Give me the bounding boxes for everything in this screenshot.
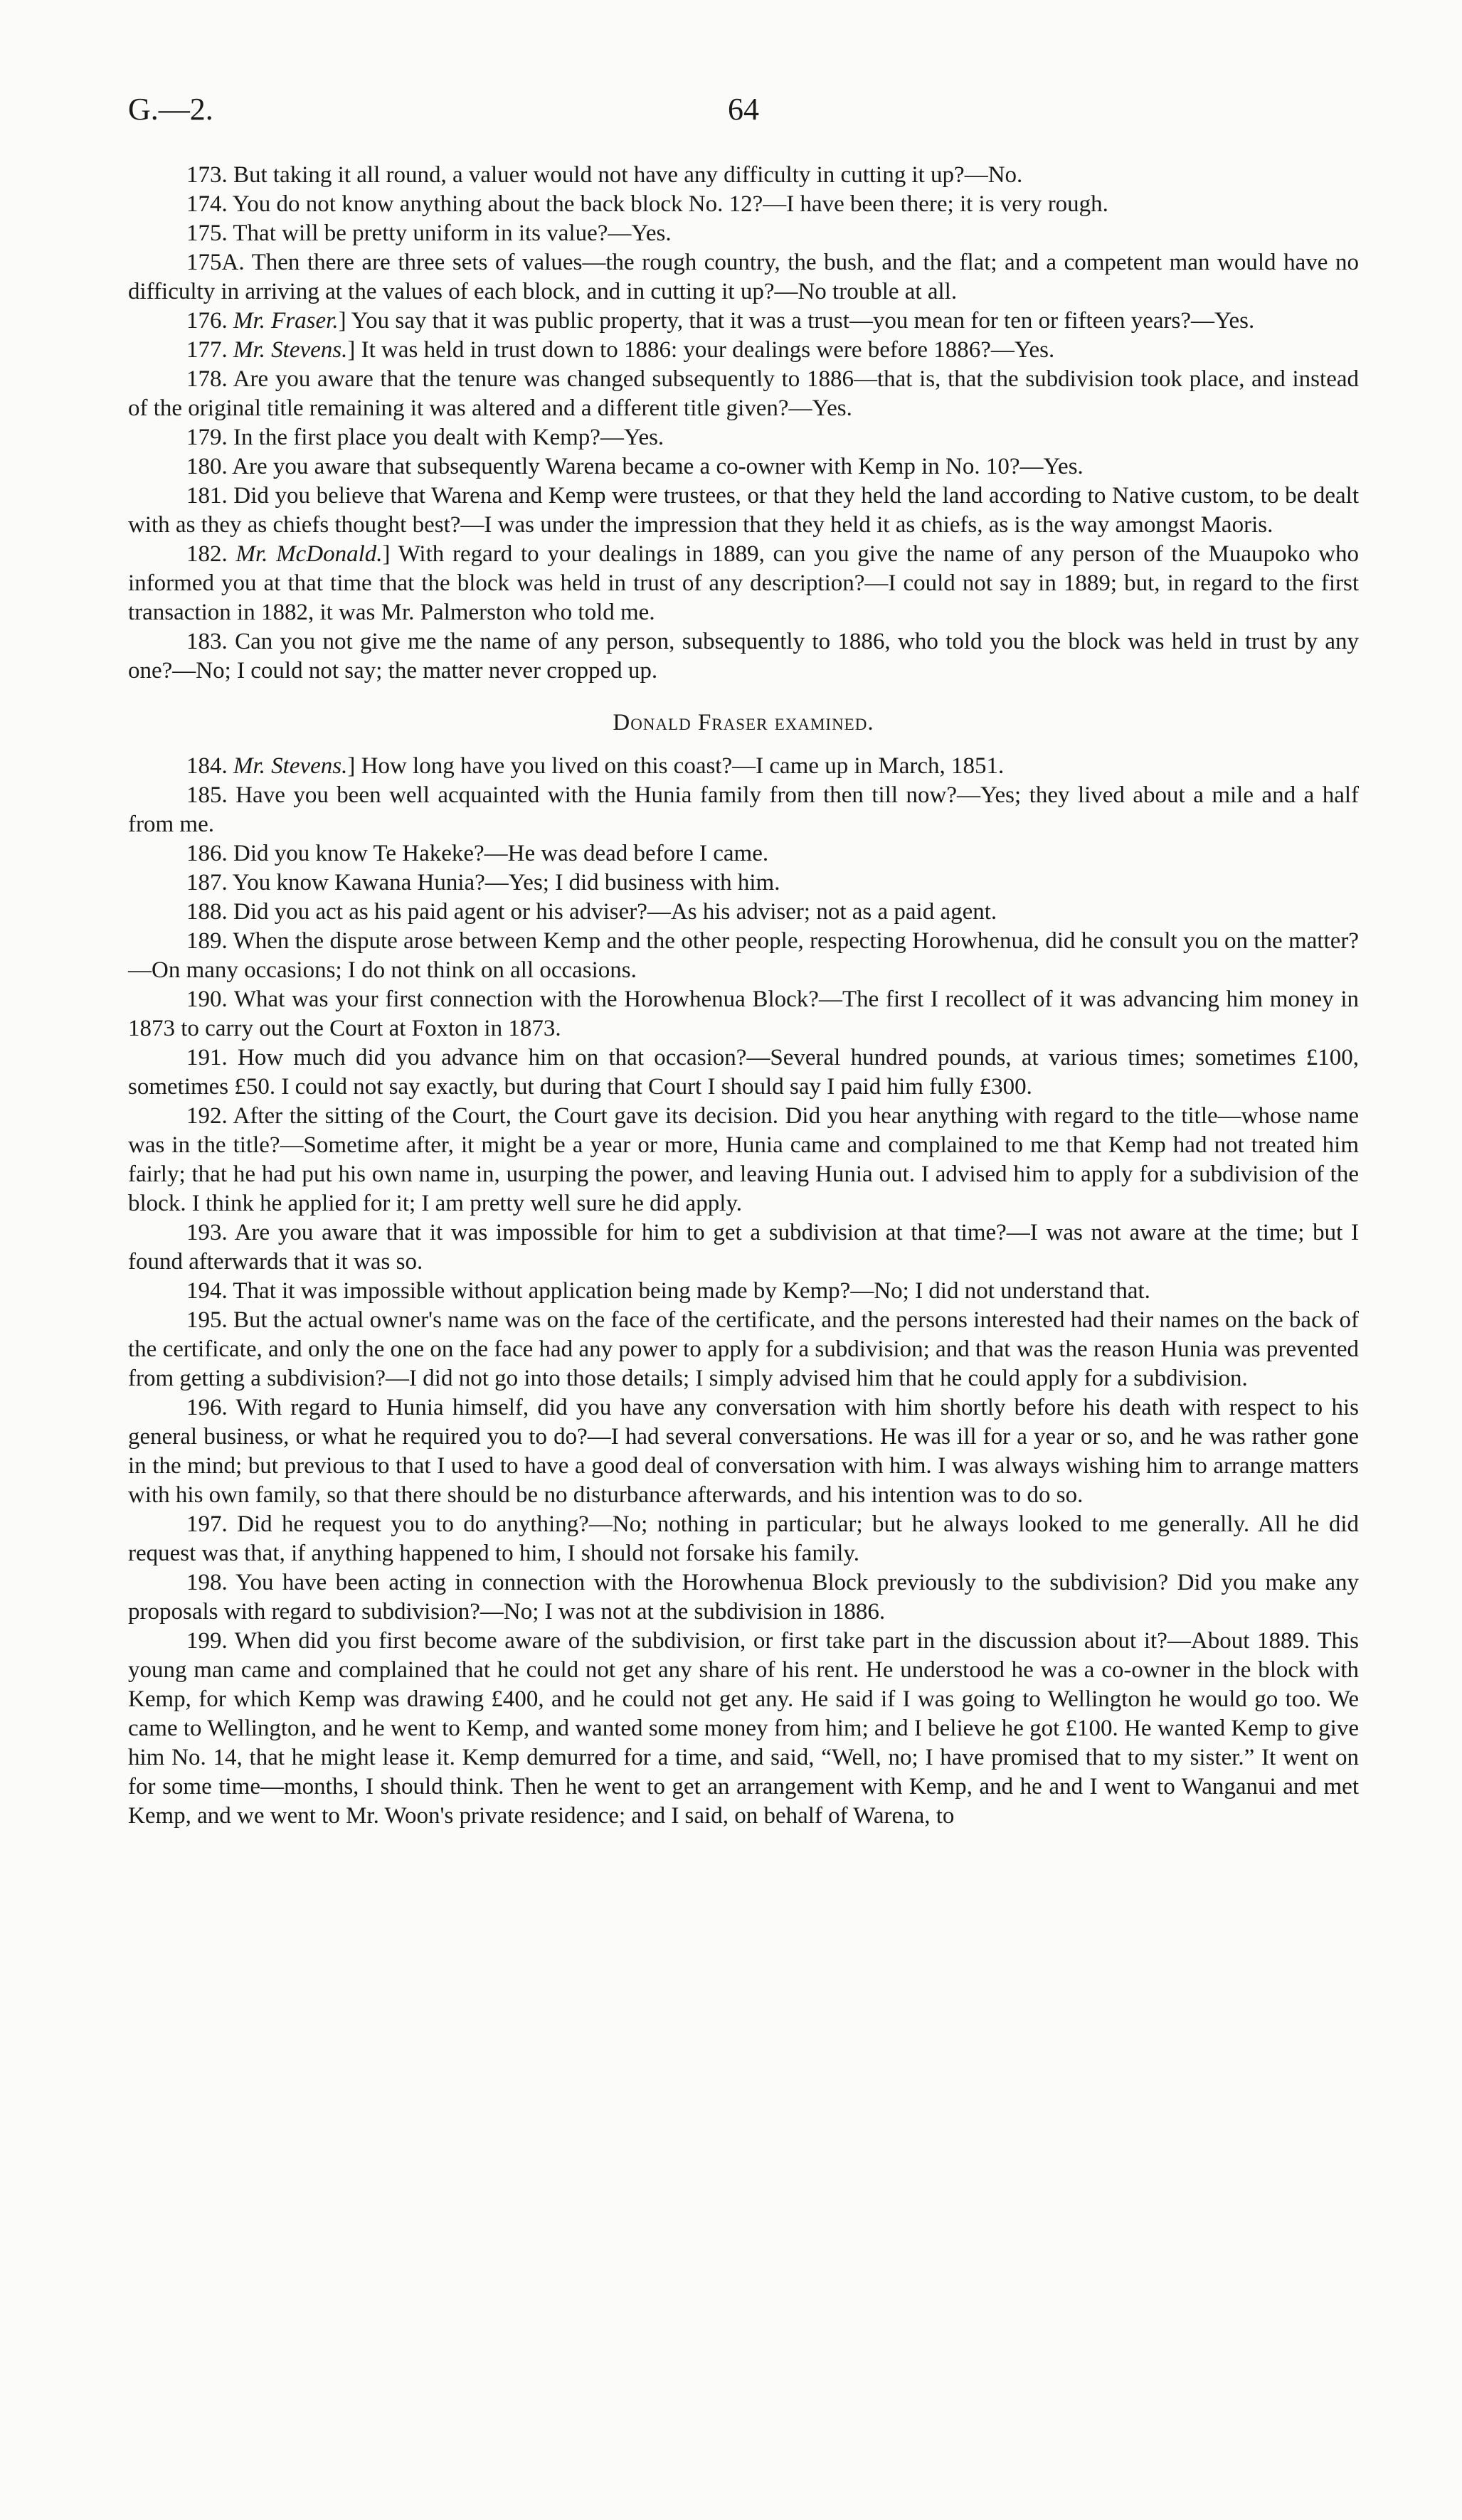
paragraph-text: 179. In the first place you dealt with Kemp?—Yes.: [186, 425, 664, 450]
question-answer-paragraph: [128, 839, 1359, 868]
paragraph-text: 194. That it was impossible without application being made by Kemp?—No; I did not understand that.: [186, 1278, 1150, 1304]
paragraph-text: 198. You have been acting in connection with the Horowhenua Block previously to the subdivision? Did you make any proposals with regard to subdivision?—No; I was not at the subdivision in 1886.: [128, 1570, 1359, 1625]
paragraph-text: 199. When did you first become aware of the subdivision, or first take part in the discussion about it?—About 1889. This young man came and complained that he could not get any share of his rent. He understood he was a co-owner in the block with Kemp, for which Kemp was drawing £400, and he could not get any. He said if I was going to Wellington he would go too. We came to Wellington, and he went to Kemp, and wanted some money from him; and I believe he got £100. He wanted Kemp to give him No. 14, that he might lease it. Kemp demurred for a time, and said, “Well, no; I have promised that to my sister.” It went on for some time—months, I should think. Then he went to get an arrangement with Kemp, and he and I went to Wanganui and met Kemp, and we went to Mr. Woon's private residence; and I said, on behalf of Warena, to: [128, 1628, 1359, 1829]
paragraph-text: 180. Are you aware that subsequently Warena became a co-owner with Kemp in No. 10?—Yes.: [186, 454, 1084, 479]
paragraph-text: 185. Have you been well acquainted with the Hunia family from then till now?—Yes; they lived about a mile and a half from me.: [128, 782, 1359, 837]
paragraph-text: 175A. Then there are three sets of values—the rough country, the bush, and the flat; and a competent man would have no difficulty in arriving at the values of each block, and in cutting it up?—No trouble at all.: [128, 250, 1359, 304]
paragraph-text: 197. Did he request you to do anything?—No; nothing in particular; but he always looked to me generally. All he did request was that, if anything happened to him, I should not forsake his family.: [128, 1511, 1359, 1566]
question-answer-paragraph: [128, 927, 1359, 985]
paragraph-text: 188. Did you act as his paid agent or his adviser?—As his adviser; not as a paid agent.: [186, 899, 997, 925]
speaker-name: Mr. Fraser.: [233, 308, 339, 334]
paragraph-text: 184.: [186, 753, 233, 779]
question-answer-paragraph: [128, 161, 1359, 190]
document-body: [128, 161, 1359, 1831]
paragraph-text: 189. When the dispute arose between Kemp and the other people, respecting Horowhenua, did he consult you on the matter?—On many occasions; I do not think on all occasions.: [128, 928, 1359, 983]
testimony-section-1: [128, 161, 1359, 686]
question-answer-paragraph: [128, 482, 1359, 540]
paragraph-text: 196. With regard to Hunia himself, did you have any conversation with him shortly before his death with respect to his general business, or what he required you to do?—I had several conversations. He was ill for a year or so, and he was rather gone in the mind; but previous to that I used to have a good deal of conversation with him. I was always wishing him to arrange matters with his own family, so that there should be no disturbance afterwards, and his intention was to do so.: [128, 1395, 1359, 1508]
paragraph-text: 187. You know Kawana Hunia?—Yes; I did business with him.: [186, 870, 780, 895]
paragraph-text: ] You say that it was public property, that it was a trust—you mean for ten or fifteen years?—Yes.: [338, 308, 1255, 334]
page-header: [128, 91, 1359, 141]
question-answer-paragraph: [128, 1102, 1359, 1218]
paragraph-text: 176.: [186, 308, 233, 334]
paragraph-text: 178. Are you aware that the tenure was changed subsequently to 1886—that is, that the subdivision took place, and instead of the original title remaining it was altered and a different title given?—Yes.: [128, 366, 1359, 421]
paragraph-text: 175. That will be pretty uniform in its value?—Yes.: [186, 220, 672, 246]
question-answer-paragraph: [128, 868, 1359, 898]
question-answer-paragraph: [128, 1393, 1359, 1510]
question-answer-paragraph: [128, 219, 1359, 248]
question-answer-paragraph: [128, 752, 1359, 781]
paragraph-text: 182.: [186, 541, 236, 567]
question-answer-paragraph: [128, 1510, 1359, 1568]
speaker-name: Mr. Stevens.: [233, 337, 348, 363]
question-answer-paragraph: [128, 365, 1359, 423]
paragraph-text: 193. Are you aware that it was impossible for him to get a subdivision at that time?—I was not aware at the time; but I found afterwards that it was so.: [128, 1220, 1359, 1275]
question-answer-paragraph: [128, 452, 1359, 482]
section-heading: Donald Fraser examined.: [613, 710, 874, 735]
question-answer-paragraph: [128, 1627, 1359, 1831]
question-answer-paragraph: [128, 336, 1359, 365]
paragraph-text: 192. After the sitting of the Court, the Court gave its decision. Did you hear anything with regard to the title—whose name was in the title?—Sometime after, it might be a year or more, Hunia came and complained to me that Kemp had not treated him fairly; that he had put his own name in, usurping the power, and leaving Hunia out. I advised him to apply for a subdivision of the block. I think he applied for it; I am pretty well sure he did apply.: [128, 1103, 1359, 1216]
question-answer-paragraph: [128, 627, 1359, 686]
speaker-name: Mr. Stevens.: [233, 753, 348, 779]
paragraph-text: ] How long have you lived on this coast?—I came up in March, 1851.: [347, 753, 1005, 779]
question-answer-paragraph: [128, 248, 1359, 307]
paragraph-text: 191. How much did you advance him on that occasion?—Several hundred pounds, at various times; sometimes £100, sometimes £50. I could not say exactly, but during that Court I should say I paid him fully £300.: [128, 1045, 1359, 1100]
question-answer-paragraph: [128, 985, 1359, 1043]
question-answer-paragraph: [128, 898, 1359, 927]
paragraph-text: 183. Can you not give me the name of any person, subsequently to 1886, who told you the block was held in trust by any one?—No; I could not say; the matter never cropped up.: [128, 629, 1359, 684]
question-answer-paragraph: [128, 540, 1359, 627]
question-answer-paragraph: [128, 1277, 1359, 1306]
question-answer-paragraph: [128, 1043, 1359, 1102]
paragraph-text: 181. Did you believe that Warena and Kemp were trustees, or that they held the land according to Native custom, to be dealt with as they as chiefs thought best?—I was under the impression that they held it as chiefs, as is the way amongst Maoris.: [128, 483, 1359, 538]
question-answer-paragraph: [128, 190, 1359, 219]
paragraph-text: 190. What was your first connection with the Horowhenua Block?—The first I recollect of it was advancing him money in 1873 to carry out the Court at Foxton in 1873.: [128, 987, 1359, 1041]
question-answer-paragraph: [128, 307, 1359, 336]
question-answer-paragraph: [128, 423, 1359, 452]
speaker-name: Mr. McDonald.: [235, 541, 383, 567]
document-reference: G.—2.: [128, 92, 213, 127]
paragraph-text: 195. But the actual owner's name was on the face of the certificate, and the persons interested had their names on the back of the certificate, and only the one on the face had any power to apply for a subdivision; and that was the reason Hunia was prevented from getting a subdivision?—I did not go into those details; I simply advised him that he could apply for a subdivision.: [128, 1307, 1359, 1391]
question-answer-paragraph: [128, 1306, 1359, 1393]
question-answer-paragraph: [128, 1218, 1359, 1277]
page-number: 64: [728, 92, 759, 127]
paragraph-text: 173. But taking it all round, a valuer would not have any difficulty in cutting it up?—No.: [186, 162, 1023, 188]
paragraph-text: ] It was held in trust down to 1886: your dealings were before 1886?—Yes.: [347, 337, 1055, 363]
testimony-section-2: [128, 752, 1359, 1831]
question-answer-paragraph: [128, 1568, 1359, 1627]
paragraph-text: 177.: [186, 337, 233, 363]
paragraph-text: ] With regard to your dealings in 1889, can you give the name of any person of the Muaupoko who informed you at that time that the block was held in trust of any description?—I could not say in 1889; but, in regard to the first transaction in 1882, it was Mr. Palmerston who told me.: [128, 541, 1360, 625]
paragraph-text: 174. You do not know anything about the back block No. 12?—I have been there; it is very rough.: [186, 191, 1108, 217]
paragraph-text: 186. Did you know Te Hakeke?—He was dead before I came.: [186, 841, 769, 866]
question-answer-paragraph: [128, 781, 1359, 839]
